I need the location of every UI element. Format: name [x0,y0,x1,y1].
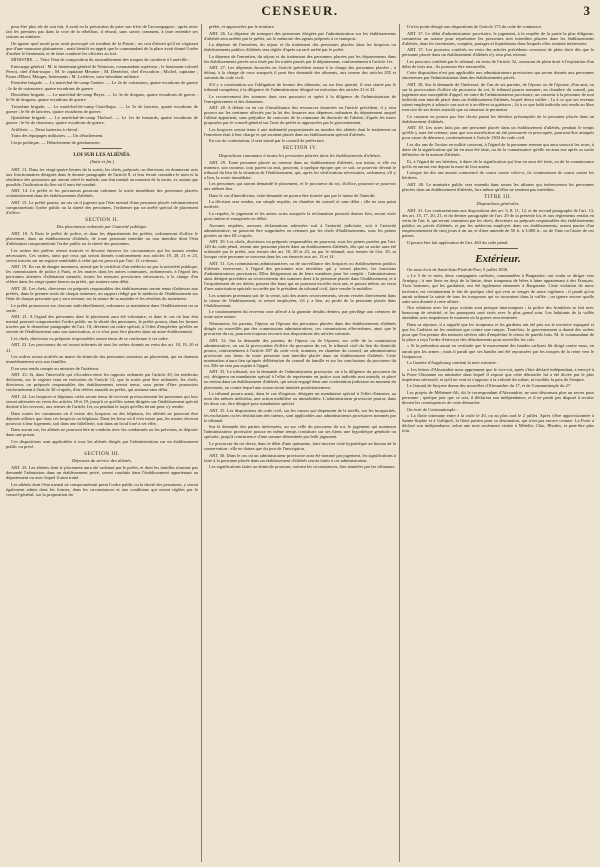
section-two-title: SECTION II. [85,216,119,223]
paragraph: ART. 41. Les contraventions aux dispositions des art. 5, 8, 11, 12, et du second paragraphe de l'art. 13, des art. 15, 17, 20, 21, et du dernier paragraphe de l'art. 29 de la présente loi, et aux règlements rendus en vertu de l'art. 6, qui seront commises par les chefs, directeurs ou préposés responsables des établissements publics ou privés d'aliénés, et par les médecins employés dans ces établissements, seront punies d'un emprisonnement de cinq jours à un an, et d'une amende de 50 fr. à 3,000 fr., ou de l'une ou l'autre de ces peines. [402,208,594,239]
text-columns [6,24,594,862]
paragraph: Troisième brigade. — Le maréchal-de-camp Castelbajac. — Le 5e de lanciers, quatre escadrons de guerre ; le 8e de lanciers, quatre escadrons de guerre. [6,103,198,114]
section-three-subtitle: Dépenses du service des aliénés. [71,457,133,463]
paragraph: Train des équipages militaires. — Un détachement. [11,133,104,139]
paragraph: La dépense de l'entretien, du séjour et du traitement des personnes placées par les départements dans les établissements privés sera fixée par les traités passés par le département, conformément à l'article 1er. [204,53,396,64]
paragraph: La décision sera rendue, sur simple requête, en chambre du conseil et sans délai ; elle ne sera point motivée. [204,199,396,210]
paragraph: ART. 32. Sur la demande des parents, de l'époux ou de l'épouse, sur celle de la commission administrative, ou sur la provocation d'office du procureur du roi, le tribunal civil du lieu du domicile pourra, conformément à l'article 497 du code civil, nommer, en chambre du conseil, un administrateur provisoire aux biens de toute personne non interdite placée dans un établissement d'aliénés. Cette nomination n'aura lieu qu'après délibération du conseil de famille et sur les conclusions du procureur du roi. Elle ne sera pas sujette à l'appel. [204,337,396,368]
paragraph: ART. 21. A l'égard des personnes dont le placement aura été volontaire, et dans le cas où leur état mental pourrait compromettre l'ordre public ou la sûreté des personnes, le préfet pourra, dans les formes tracées par le deuxième paragraphe de l'art. 18, décerner un ordre spécial, à l'effet d'empêcher qu'elles ne sortent de l'établissement sans son autorisation, si ce n'est pour être placées dans un autre établissement. [6,314,198,335]
paragraph: Les pouvoirs conférés par le tribunal, en vertu de l'article 32, cesseront de plein droit à l'expiration d'un délai de trois ans : ils pourront être renouvelés. [402,58,594,69]
paragraph: Et, à l'égard de ses héritiers, à dater de la signification qui leur en aura été faite, ou de la connaissance qu'ils en auront eue depuis la mort de leur auteur. [402,158,594,169]
section-four-subtitle: Dispositions communes à toutes les personnes placées dans les établissements d'aliénés. [218,152,382,158]
paragraph: Les ordres des préfets seront motivés et devront énoncer les circonstances qui les auront rendus nécessaires. Ces ordres, ainsi que ceux qui seront donnés conformément aux articles 19, 20, 21 et 23, seront inscrits sur un registre semblable à celui qui est prescrit par l'art. 12 ci-dessus. [6,247,198,263]
paragraph: pour être plus sûr de son fait, il avait eu la précaution de prier son frère de l'accompagner ; après avoir fait les premiers pas dans la voie de la rébellion, il réussit, sans savoir comment, à faire entendre ses raisons au ministre. [6,24,198,40]
paragraph: On nous écrit de Saint-Jean-Pied-de-Port, 9 juillet 1838. [407,266,509,272]
page-header [0,0,600,22]
paragraph: « Les lettres d'Alexandrie nous apprennent que le vice-roi, après s'être déclaré indépendant, a envoyé à la Porte Ottomane un ministère dans lequel il expose que cette démarche lui a été dictée par le plus impérieux nécessité, et qu'il ne veut ni s'opposer à la volonté du sultan, ni troubler la paix de l'empire. [402,366,594,382]
paragraph: Le procureur du roi devra, dans le délai d'une quinzaine, faire inscrire cette hypothèque au bureau de la conservation : elle ne datera que du jour de l'inscription. [204,440,396,452]
column-divider [399,24,400,862]
paragraph: ART. 28. A défaut ou en cas d'insuffisance des ressources énoncées en l'article précédent, il y sera pourvu sur les centimes affectés par la loi des finances aux dépenses ordinaires du département auquel l'aliéné appartient, sans préjudice du concours de la commune du domicile de l'aliéné, d'après les bases proposées par le conseil-général sur l'avis du préfet et approuvées par le gouvernement. [204,105,396,126]
paragraph: Nos relations avec les pays voisins sont presque interrompues ; la police des frontières se fait avec beaucoup de sévérité, et les passeports sont visés avec le plus grand soin. Les habitants de la vallée attendent avec impatience le moment où la guerre sera terminée. [402,305,594,321]
paragraph: Entourage général : M. le lieutenant-général de Nemours, commandant supérieur ; le lieutenant-colonel Perrot, chef d'état-major ; M. le capitaine Meunier ; M. Denéchet, chef d'escadron ; Michel, capitaine ; Faure d'Ebert, Mauger, lieutenants ; M. Lefebvre, sous-intendant militaire. [6,63,198,79]
paragraph: Il en sera rendu compte au ministre de l'intérieur. [11,365,100,371]
paragraph: Artillerie. — Deux batteries à cheval. [11,126,79,132]
law-articles-f [402,24,594,192]
paragraph: ART. 31. Les commissions administratives ou de surveillance des hospices ou établissements publics d'aliénés exerceront, à l'égard des personnes non interdites qui y seront placées, les fonctions d'administrateurs provisoires. Elles désigneront un de leurs membres pour les remplir : l'administrateur ainsi désigné procédera au recouvrement des sommes dues à la personne placée dans l'établissement, et à l'acquittement de ses dettes, passera des baux qui ne pourront excéder trois ans, et pourra même, en vertu d'une autorisation spéciale accordée par le président du tribunal civil, faire vendre le mobilier. [204,260,396,292]
law-subtitle: (Suite et fin.) [90,159,114,165]
law-articles-e [204,160,396,470]
section-four-title: SECTION IV. [282,145,318,152]
paragraph: ART. 36. Dans le cas où un administrateur provisoire aura été nommé par jugement, les significations à faire à la personne placée dans un établissement d'aliénés seront faites à cet administrateur. [204,452,396,463]
paragraph: ART. 39. Les actes faits par une personne placée dans un établissement d'aliénés, pendant le temps qu'elle y aura été retenue, sans que son interdiction ait été prononcée ni provoquée, pourront être attaqués pour cause de démence, conformément à l'article 1304 du code civil. [402,125,594,141]
law-title: LOI SUR LES ALIÉNÉS. [73,151,131,158]
paragraph: Dans aucun cas, les aliénés ne pourront être ni conduits avec les condamnés ou les prévenus, ni déposés dans une prison. [6,427,198,438]
paragraph: Lorsque les dix ans auront commencé de courir contre celui-ci, ils continueront de courir contre les héritiers. [402,170,594,181]
paragraph: Quatrième brigade. — Le maréchal-de-camp Tholozé. — Le 1er de hussards, quatre escadrons de guerre ; le 6e de chasseurs, quatre escadrons de guerre. [6,115,198,126]
paragraph: Les significations faites au domicile pourront, suivant les circonstances, être annulées par les tribunaux. [209,464,396,470]
law-articles-c [6,465,198,497]
column-divider [201,24,202,862]
paragraph: Corps politique. — Détachement de gendarmerie. [11,139,101,145]
paragraph: Première brigade. — Le maréchal-de-camp Gautier. — Le 2e de cuirassiers, quatre escadrons de guerre ; le 4e de cuirassiers, quatre escadrons de guerre. [6,80,198,91]
paragraph: ART. 20. Les chefs, directeurs ou préposés responsables des établissements seront tenus d'adresser aux préfets, dans le premier mois de chaque semestre, un rapport rédigé par le médecin de l'établissement sur l'état de chaque personne qui y sera retenue, sur la nature de sa maladie et les résultats du traitement. [6,286,198,302]
paragraph: Les sommes provenant soit de la vente, soit des autres recouvrements, seront versées directement dans la caisse de l'établissement, et seront employées, s'il y a lieu, au profit de la personne placée dans l'établissement. [204,292,396,308]
paragraph: ART. 22. Les procureurs du roi seront informés de tous les ordres donnés en vertu des art. 18, 19, 20 et 21. [6,342,198,353]
intro-block [6,24,198,145]
paragraph: ART. 30. Les chefs, directeurs ou préposés responsables ne pourront, sous les peines portées par l'art. 120 du code pénal, retenir une personne placée dans un établissement d'aliénés, dès que sa sortie aura été ordonnée par le préfet, aux termes des art. 16, 20 et 23, ou par le tribunal, aux termes de l'art. 29, ni lorsque cette personne se trouvera dans les cas énoncés aux art. 13 et 14. [204,239,396,260]
paragraph: ART. 37. Le délai d'administrateur provisoire, le jugement, à la requête de la partie la plus diligente, commettra un notaire pour représenter les personnes non interdites placées dans les établissements d'aliénés, dans les inventaires, comptes, partages et liquidations dans lesquels elles seraient intéressées. [402,30,594,46]
paragraph: Le préfet prononcera sur chacune individuellement, ordonnera sa maintenue dans l'établissement ou sa sortie. [6,302,198,313]
column-left [6,24,198,862]
paragraph: MINISTRE. — Voici l'état de composition du rassemblement des troupes de cavalerie à Lunéville : [11,57,190,63]
paragraph: ART. 26. La dépense du transport des personnes dirigées par l'administration sur les établissements d'aliénés sera arrêtée par le préfet, sur le mémoire des agents préposés à ce transport. [204,30,396,41]
paragraph: « La flotte ottomane entre à la voile le 20, ou au plus tard le 2 juillet. Après s'être approvisionnée à Sainte-Sophie et à Gallipoli, la flotte partira pour sa destination, qui n'est pas encore connue. La Porte a déclaré son indépendance, selon une note seulement visitée à Mételin, Chio, Rhodes, et peut-être plus loin. [402,413,594,434]
paragraph: On écrit de Constantinople : [407,406,458,412]
title-three-heading: TITRE III. [484,193,512,200]
paragraph: Le tribunal pourra aussi, dans le cas d'urgence, désigner un mandataire spécial à l'effet d'intenter, au nom des mêmes individus, une action mobilière ou immobilière. L'administrateur provisoire pourra, dans les deux cas, être désigné pour mandataire spécial. [204,391,396,407]
paragraph: Le cautionnement du receveur sera affecté à la garantie desdits deniers, par privilège aux créances de toute autre nature. [204,309,396,320]
paragraph: ART. 24. Les hospices et hôpitaux civils seront tenus de recevoir provisoirement les personnes qui leur seront adressées en vertu des articles 18 et 19, jusqu'à ce qu'elles soient dirigées sur l'établissement spécial destiné à les recevoir, aux termes de l'article 1er, ou pendant le trajet qu'elles feront pour s'y rendre. [6,393,198,409]
paragraph: ART. 14. Le préfet et les procureurs pourront ordonner la sortie immédiate des personnes placées volontairement dans les établissements d'aliénés. [6,188,198,199]
law-articles-a [6,167,198,215]
paragraph: ART. 18. A Paris le préfet de police, et dans les départements les préfets, ordonneront d'office le placement, dans un établissement d'aliénés, de toute personne interdite ou non interdite dont l'état d'aliénation compromettrait l'ordre public ou la sûreté des personnes. [6,231,198,247]
paragraph: ART. 33. Le tribunal, sur la demande de l'administrateur provisoire, ou à la diligence du procureur du roi, désignera un mandataire spécial à l'effet de représenter en justice tout individu non interdit, et placé ou retenu dans un établissement d'aliénés, qui serait engagé dans une contestation judiciaire au moment du placement, ou contre lequel une action serait intentée postérieurement. [204,369,396,390]
page-title: CENSEUR. [261,3,339,18]
paragraph: ART. 25. Les aliénés dont le placement aura été ordonné par le préfet, et dont les familles n'auront pas demandé l'admission dans un établissement privé, seront conduits dans l'établissement appartenant au département ou avec lequel il aura traité. [6,464,198,481]
separator-rule [478,248,518,249]
paragraph: Sur la demande des parties intéressées, ou sur celle du procureur du roi, le jugement qui nommera l'administrateur provisoire pourra en même temps constituer sur ses biens une hypothèque générale ou spéciale, jusqu'à concurrence d'une somme déterminée par ledit jugement. [204,424,396,440]
paragraph: « Si la prétention aurait eu certitude que le mouvement des bandes carlistes fût dirigé contre nous, on aurait pris les armes ; mais il paraît que ces bandes ont été repoussées par les troupes de la reine vers le Guipuzcoa. [402,343,594,359]
paragraph: Les dix ans de l'action en nullité courront, à l'égard de la personne retenue qui aura souscrit les actes, à dater de la signification qui lui en aura été faite, ou de la connaissance qu'elle en aura eue après sa sortie définitive de la maison d'aliénés. [402,141,594,158]
column-right [402,24,594,862]
paragraph: ART. 37. Les pouvoirs conférés en vertu des articles précédents cesseront de plein droit dès que la personne placée dans un établissement d'aliénés n'y sera plus retenue. [402,47,594,58]
paragraph: Ces ordres seront notifiés au maire du domicile des personnes soumises au placement, qui en donnera immédiatement avis aux familles. [6,354,198,365]
separator-rule [82,148,122,149]
section-three-title: SECTION III. [84,450,120,457]
foreign-news [402,267,594,433]
paragraph: ART. 23. Si, dans l'intervalle qui s'écoulera entre les rapports ordonnés par l'article 20, les médecins déclarent, sur le registre tenu en exécution de l'article 12, que la sortie peut être ordonnée, les chefs, directeurs ou préposés responsables des établissements seront tenus, sous peine d'être poursuivis conformément à l'article 30 ci-après, d'en référer aussitôt au préfet, qui statuera sans délai. [6,372,198,393]
paragraph: Dans le cas d'interdiction, cette demande ne pourra être formée que par le tuteur de l'interdit. [209,192,376,198]
paragraph: Il pourra être fait application de l'art. 463 du code pénal. [407,239,509,245]
title-three-subtitle: Dispositions générales. [476,200,520,206]
paragraph: Les chefs, directeurs ou préposés responsables seront tenus de se conformer à cet ordre. [11,335,169,341]
paragraph: Le Journal de Smyrne donne des nouvelles d'Alexandrie du 17, et de Constantinople du 27. [407,383,572,389]
paragraph: La requête, le jugement et les autres actes auxquels la réclamation pourrait donner lieu, seront visés pour timbre et enregistrés en débet. [204,211,396,222]
paragraph: Aucunes requêtes, aucunes réclamations adressées soit à l'autorité judiciaire, soit à l'autorité administrative, ne pourront être supprimées ou retenues par les chefs d'établissements, sous les peines portées au titre III ci-après. [204,222,396,238]
paragraph: S'il y a contestation sur l'obligation de fournir des aliments, ou sur leur quotité, il sera statué par le tribunal compétent, à la diligence de l'administrateur désigné en exécution des articles 31 et 32. [204,81,396,93]
paragraph: ART. 29. Toute personne placée ou retenue dans un établissement d'aliénés, son tuteur, si elle est mineure, son curateur, tout parent ou ami, pourront, à quelque époque que ce soit, se pourvoir devant le tribunal du lieu de la situation de l'établissement, qui, après les vérifications nécessaires, ordonnera, s'il y a lieu, la sortie immédiate. [204,159,396,180]
paragraph: ART. 15. Le préfet pourra, au cas où il jugerait que l'état mental d'une personne placée volontairement compromettrait l'ordre public ou la sûreté des personnes, l'ordonner par un arrêté spécial de placement d'office. [6,199,198,215]
law-articles-b [6,231,198,449]
paragraph: ART. 19. En cas de danger imminent, attesté par le certificat d'un médecin ou par la notoriété publique, les commissaires de police à Paris, et les maires dans les autres communes, ordonneront, à l'égard des personnes atteintes d'aliénation mentale, toutes les mesures provisoires nécessaires, à la charge d'en référer dans les vingt-quatre heures au préfet, qui statuera sans délai. [6,264,198,285]
column-middle [204,24,396,862]
paragraph: Ces dispositions sont applicables à tous les aliénés dirigés par l'administration sur un établissement public ou privé. [6,438,198,449]
paragraph: Ce curateur ne pourra pas être choisi parmi les héritiers présomptifs de la personne placée dans un établissement d'aliénés. [402,113,594,124]
law-articles-d [204,24,396,143]
paragraph: Les personnes qui auront demandé le placement, et le procureur du roi, d'office, pourront se pourvoir aux mêmes fins. [204,181,396,192]
paragraph: ART. 13. Dans les vingt-quatre heures de la sortie, les chefs, préposés ou directeurs en donneront avis aux fonctionnaires désignés dans le dernier paragraphe de l'article 8, et leur feront connaître le nom et la résidence des personnes qui auront retiré le malade, son état mental au moment de la sortie, et, autant que possible, l'indication du lieu où il aura été conduit. [6,166,198,187]
paragraph: Le recouvrement des sommes dues sera poursuivi et opéré à la diligence de l'administration de l'enregistrement et des domaines. [204,93,396,104]
section-two-subtitle: Des placements ordonnés par l'autorité publique. [56,224,148,229]
paragraph: ART. 38. Sur la demande de l'intéressé, de l'un de ses parents, de l'époux ou de l'épouse, d'un ami, ou sur la provocation d'office du procureur du roi, le tribunal pourra nommer, en chambre du conseil, par jugement non susceptible d'appel, en outre de l'administrateur provisoire, un curateur à la personne de tout individu non interdit placé dans un établissement d'aliénés, lequel devra veiller : 1o à ce que ses revenus soient employés à adoucir son sort et à accélérer sa guérison ; 2o à ce que ledit individu soit rendu au libre exercice de ses droits aussitôt que sa situation le permettra. [402,81,594,113]
paragraph: Dans toutes les communes où il existe des hospices ou des hôpitaux, les aliénés ne pourront être déposés ailleurs que dans ces hospices ou hôpitaux. Dans les lieux où il n'en existe pas, les maires devront pourvoir à leur logement, soit dans une hôtellerie, soit dans un local loué à cet effet. [6,410,198,426]
paragraph: ART. 27. Les dépenses énoncées en l'article précédent seront à la charge des personnes placées ; à défaut, à la charge de ceux auxquels il peut être demandé des aliments, aux termes des articles 205 et suivants du code civil. [204,65,396,81]
paragraph: « Le 5 de ce mois, deux compagnies carlistes, commandées à Bargasette, ont voulu se diriger vers Arnéguy ; à une lieue en deçà de la limite, deux troupeaux de bêtes à laine appartenant à des Français. Trois hommes, qui les gardaient, ont été également emmenés à Bargasette. Cette violation de notre territoire, est certainement le fait de quelque chef qui veut se venger de notre vigilance ; il paraît qu'on aurait ordonné la saisie de tous les troupeaux qui se trouvaient dans la vallée ; on ignore encore quelle suite sera donnée à cette affaire. [402,273,594,304]
paragraph: La Gazette d'Augsbourg contient la note suivante : [407,360,499,366]
paragraph: Néanmoins, les parents, l'époux ou l'épouse des personnes placées dans des établissements d'aliénés dirigés ou surveillés par des commissions administratives, ces commissions elles-mêmes, ainsi que le procureur du roi, pourront toujours recourir aux dispositions des articles suivants. [204,320,396,337]
paragraph: Cette disposition n'est pas applicable aux administrateurs provisoires qui seront donnés aux personnes entretenues par l'administration dans des établissements privés. [402,70,594,81]
paragraph: Il n'est point dérogé aux dispositions de l'article 173 du code de commerce. [407,24,543,29]
paragraph: Les projets de Méhémet-Ali, dit le correspondant d'Alexandrie, ne sont désormais plus un secret pour personne ; quelque jour que ce soit, il déclarera son indépendance, et il ne paraît pas disposé à reculer devant les conséquences de cette démarche. [402,389,594,405]
paragraph: Deuxième brigade. — Le maréchal-de-camp Beyer. — Le 3e de dragons, quatre escadrons de guerre ; le 9e de dragons, quatre escadrons de guerre. [6,92,198,103]
exterieur-heading: Extérieur. [475,252,521,265]
paragraph: Les aliénés dont l'état mental ne compromettrait point l'ordre public ou la sûreté des personnes, y seront également admis dans les formes, dans les circonstances et aux conditions qui seront réglées par le conseil-général, sur la proposition du [6,481,198,497]
law-articles-g [402,208,594,245]
paragraph: La dépense de l'entretien, du séjour et du traitement des personnes placées dans les hospices ou établissements publics d'aliénés sera réglée d'après un tarif arrêté par le préfet. [204,42,396,53]
paragraph: Dans sa réponse, il a rappelé que les troupeaux et les gardiens ont été pris sur le territoire espagnol et que les Carlistes ne les rendront que contre une rançon. Toutefois, le gouvernement a donné des ordres pour que l'on prenne des mesures sévères afin d'empêcher le retour de pareils faits. M. le commandant de la place a reçu l'ordre d'envoyer des détachements pour surveiller les cols. [402,321,594,342]
paragraph: Les hospices seront tenus à une indemnité proportionnée au nombre des aliénés dont le traitement ou l'entretien était à leur charge et qui seraient placés dans un établissement spécial d'aliénés. [204,126,396,137]
paragraph: On ignore quel motif pour avait provoqué cet incident de la Pointe ; on crut d'abord qu'il ne s'agissait que d'une mauvaise plaisanterie ; mais bientôt on apprit que le commandant de la place avait donné l'ordre d'arrêter le lieutenant, et de faire conduire les officiers au fort. [6,40,198,56]
page-number: 3 [583,3,590,18]
paragraph: ART. 35. Les dispositions du code civil, sur les causes qui dispensent de la tutelle, sur les incapacités, les exclusions ou les destitutions des tuteurs, sont applicables aux administrateurs provisoires nommés par le tribunal. [204,407,396,423]
paragraph: En cas de contestation, il sera statué par le conseil de préfecture. [209,138,325,144]
paragraph: ART. 40. Le ministère public sera entendu dans toutes les affaires qui intéresseront les personnes placées dans un établissement d'aliénés, lors même qu'elles ne seraient pas interdites. [402,181,594,192]
paragraph: préfet, et approuvées par le ministre. [209,24,275,29]
